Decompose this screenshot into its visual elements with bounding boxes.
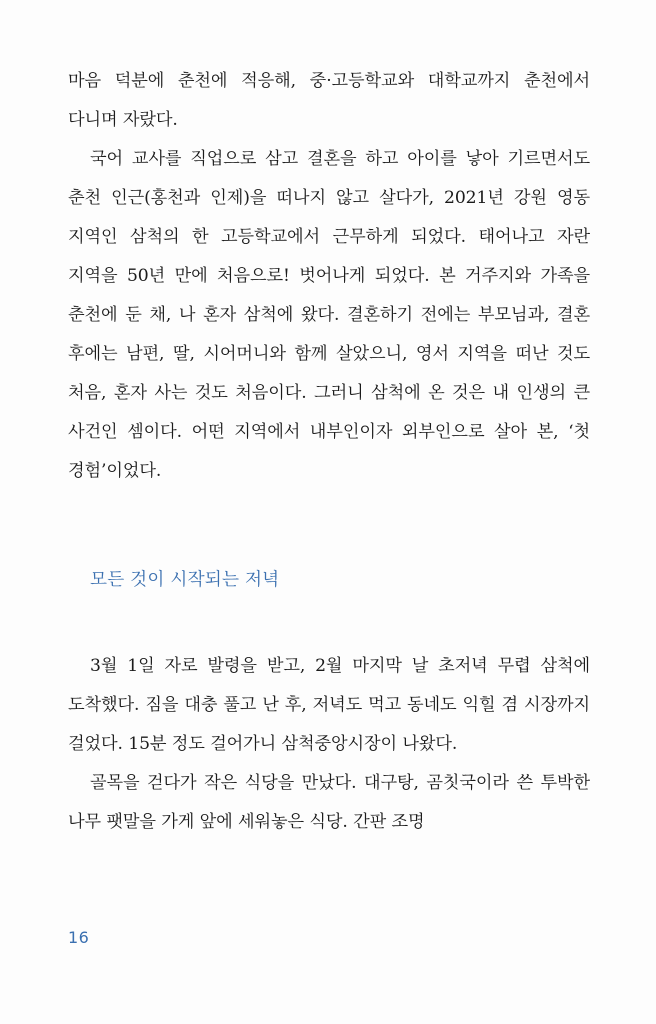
page-number: 16 xyxy=(68,928,90,947)
section-paragraph: 골목을 걷다가 작은 식당을 만났다. 대구탕, 곰칫국이라 쓴 투박한 나무 팻말을 가게 앞에 세워놓은 식당. 간판 조명 xyxy=(68,773,590,832)
section-spacer xyxy=(68,491,590,565)
body-paragraph: 마음 덕분에 춘천에 적응해, 중·고등학교와 대학교까지 춘천에서 다니며 자랐다. xyxy=(68,71,590,130)
body-paragraph: 국어 교사를 직업으로 삼고 결혼을 하고 아이를 낳아 기르면서도 춘천 인근(홍천과 인제)을 떠나지 않고 살다가, 2021년 강원 영동 지역인 삼척의 한 고등학교에서 근무하게 되었다. 태어나고 자란 지역을 50년 만에 처음으로! 벗어나게 되었다. 본 거주지와 가족을 춘천에 둔 채, 나 혼자 삼척에 왔다. 결혼하기 전에는 부모님과, 결혼 후에는 남편, 딸, 시어머니와 함께 살았으니, 영서 지역을 떠난 것도 처음, 혼자 사는 것도 처음이다. 그러니 삼척에 온 것은 내 인생의 큰 사건인 셈이다. 어떤 지역에서 내부인이자 외부인으로 살아 본, ‘첫 경험’이었다. xyxy=(68,149,590,481)
page-content xyxy=(68,62,590,842)
section-paragraph: 3월 1일 자로 발령을 받고, 2월 마지막 날 초저녁 무렵 삼척에 도착했다. 짐을 대충 풀고 난 후, 저녁도 먹고 동네도 익힐 겸 시장까지 걸었다. 15분 정도 걸어가니 삼척중앙시장이 나왔다. xyxy=(68,656,590,754)
heading-spacer xyxy=(68,595,590,647)
section-heading: 모든 것이 시작되는 저녁 xyxy=(90,570,280,590)
